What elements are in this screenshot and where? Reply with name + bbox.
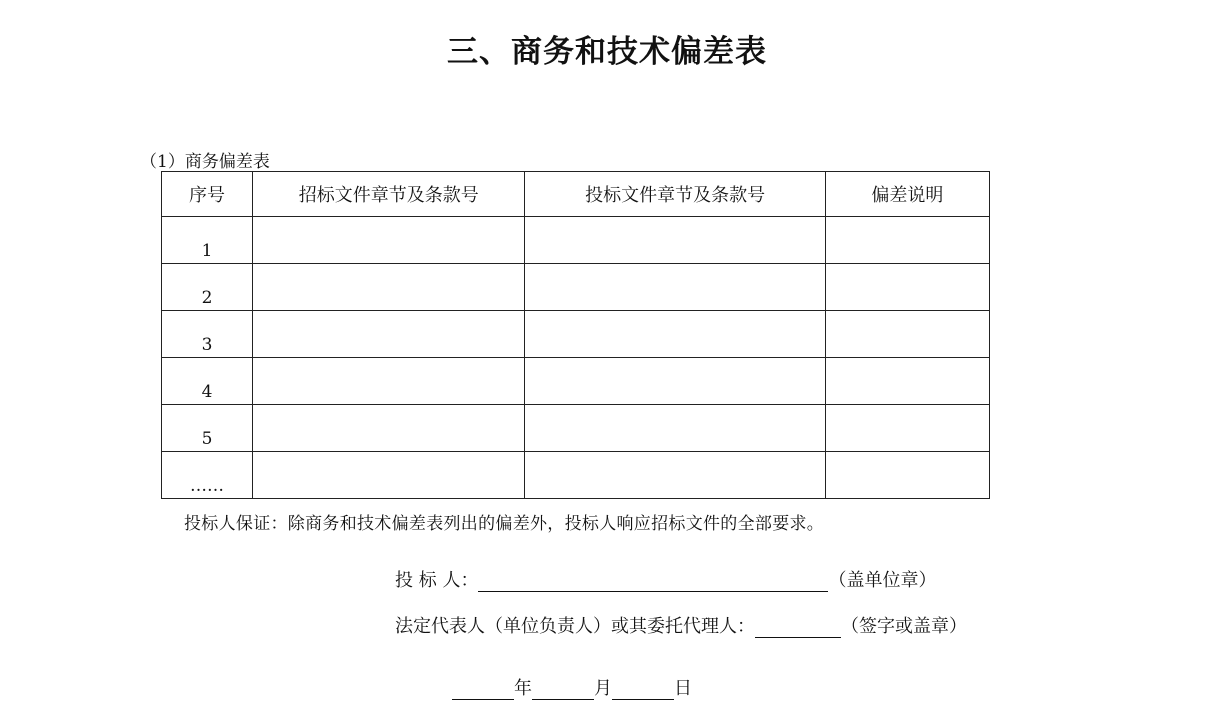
- bid-clause-cell[interactable]: [525, 358, 825, 405]
- header-bid-clause: 投标文件章节及条款号: [525, 172, 825, 217]
- tender-clause-cell[interactable]: [253, 358, 525, 405]
- deviation-note-cell[interactable]: [825, 264, 989, 311]
- table-row: [162, 311, 990, 358]
- year-label: 年: [514, 678, 532, 699]
- deviation-note-cell[interactable]: [825, 358, 989, 405]
- row-number: 4: [162, 358, 253, 405]
- representative-signature-row: [395, 612, 967, 638]
- header-deviation-note: 偏差说明: [825, 172, 989, 217]
- row-number: 2: [162, 264, 253, 311]
- deviation-note-cell[interactable]: [825, 405, 989, 452]
- bid-clause-cell[interactable]: [525, 217, 825, 264]
- representative-signature-line[interactable]: [755, 615, 841, 638]
- table-row: [162, 217, 990, 264]
- tender-clause-cell[interactable]: [253, 311, 525, 358]
- bid-clause-cell[interactable]: [525, 311, 825, 358]
- deviation-note-cell[interactable]: [825, 311, 989, 358]
- table-header-row: [162, 172, 990, 217]
- tender-clause-cell[interactable]: [253, 264, 525, 311]
- deviation-note-cell[interactable]: [825, 452, 989, 499]
- bid-clause-cell[interactable]: [525, 405, 825, 452]
- date-row: [452, 674, 692, 700]
- tender-clause-cell[interactable]: [253, 217, 525, 264]
- bidder-signature-row: [395, 566, 936, 592]
- bidder-name-line[interactable]: [478, 569, 828, 592]
- bid-clause-cell[interactable]: [525, 452, 825, 499]
- month-label: 月: [594, 678, 612, 699]
- representative-sign-note: （签字或盖章）: [841, 616, 967, 637]
- table-row: [162, 264, 990, 311]
- table-row: [162, 405, 990, 452]
- row-number: ……: [162, 452, 253, 499]
- bidder-guarantee-text: 投标人保证：除商务和技术偏差表列出的偏差外，投标人响应招标文件的全部要求。: [184, 514, 825, 534]
- row-number: 1: [162, 217, 253, 264]
- day-line[interactable]: [612, 677, 674, 700]
- row-number: 5: [162, 405, 253, 452]
- row-number: 3: [162, 311, 253, 358]
- year-line[interactable]: [452, 677, 514, 700]
- bid-clause-cell[interactable]: [525, 264, 825, 311]
- header-serial: 序号: [162, 172, 253, 217]
- deviation-table: [161, 171, 990, 499]
- tender-clause-cell[interactable]: [253, 452, 525, 499]
- tender-clause-cell[interactable]: [253, 405, 525, 452]
- bidder-seal-note: （盖单位章）: [828, 570, 937, 591]
- table-row: [162, 358, 990, 405]
- representative-label: 法定代表人（单位负责人）或其委托代理人：: [395, 616, 755, 637]
- table-row: [162, 452, 990, 499]
- month-line[interactable]: [532, 677, 594, 700]
- bidder-label: 投 标 人：: [395, 570, 479, 591]
- deviation-note-cell[interactable]: [825, 217, 989, 264]
- page-title: 三、商务和技术偏差表: [447, 34, 767, 70]
- header-tender-clause: 招标文件章节及条款号: [253, 172, 525, 217]
- section-label: （1）商务偏差表: [140, 152, 270, 172]
- day-label: 日: [674, 678, 692, 699]
